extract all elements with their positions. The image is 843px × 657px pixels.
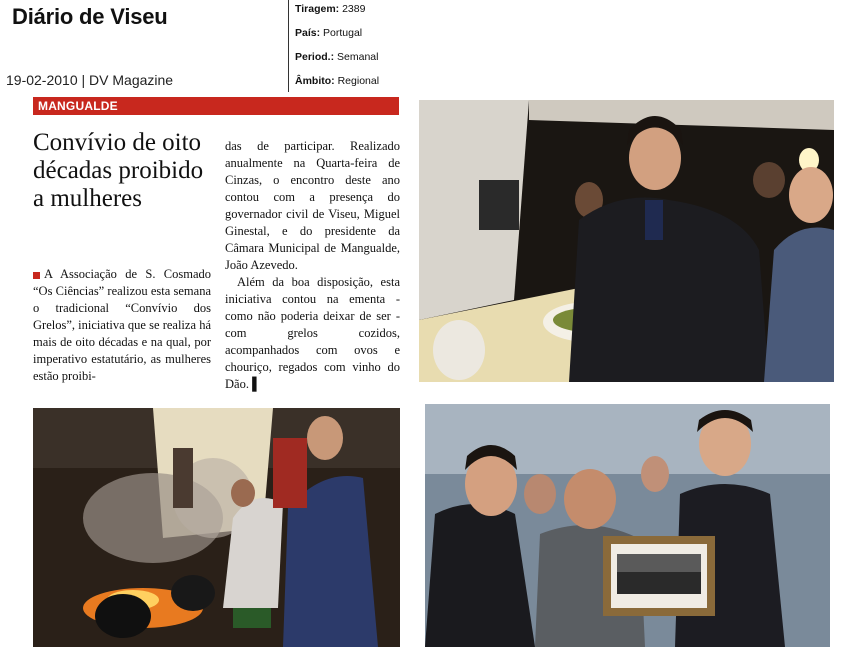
cooking-pots-fire-photo [33, 408, 400, 647]
red-bullet-icon [33, 272, 40, 279]
meta-value: Portugal [323, 27, 363, 39]
date-line: 19-02-2010 | DV Magazine [6, 72, 174, 88]
meta-tiragem [295, 3, 365, 15]
article-column-1 [33, 266, 211, 385]
meta-label: País: [295, 27, 321, 39]
column-1-text: A Associação de S. Cosmado “Os Ciências” realizou esta semana o tradicional “Convívio dos Grelos”, iniciativa que se realiza há mais de oito décadas e na qual, por imperativo estatutário, as mulheres estão proibi- [33, 267, 211, 383]
meta-value: Regional [337, 75, 380, 87]
meta-label: Âmbito: [295, 75, 335, 87]
man-eating-greens-photo [419, 100, 834, 382]
framed-photo-presentation-photo [425, 404, 830, 647]
publication-title: Diário de Viseu [12, 4, 168, 29]
header-divider [288, 0, 289, 92]
meta-ambito [295, 75, 379, 87]
meta-period [295, 51, 378, 63]
column-2-paragraph-1: das de participar. Realizado anualmente na Quarta-feira de Cinzas, o encontro deste ano contou com a presença do governador civil de Viseu, Miguel Ginestal, e do presidente da Câmara Municipal de Mangualde, João Azevedo. [225, 139, 400, 272]
column-2-paragraph-2: Além da boa disposição, esta iniciativa contou na ementa - como não poderia deixar de ser - com grelos cozidos, acompanhados com ovos e chouriço, regados com vinho do Dão. ▌ [225, 275, 400, 391]
article-column-2 [225, 138, 400, 393]
meta-value: 2389 [342, 3, 366, 15]
meta-value: Semanal [337, 51, 379, 63]
section-label: MANGUALDE [38, 99, 118, 113]
meta-label: Tiragem: [295, 3, 340, 15]
meta-label: Period.: [295, 51, 335, 63]
meta-pais [295, 27, 362, 39]
article-headline: Convívio de oito décadas proibido a mulheres [33, 129, 204, 212]
